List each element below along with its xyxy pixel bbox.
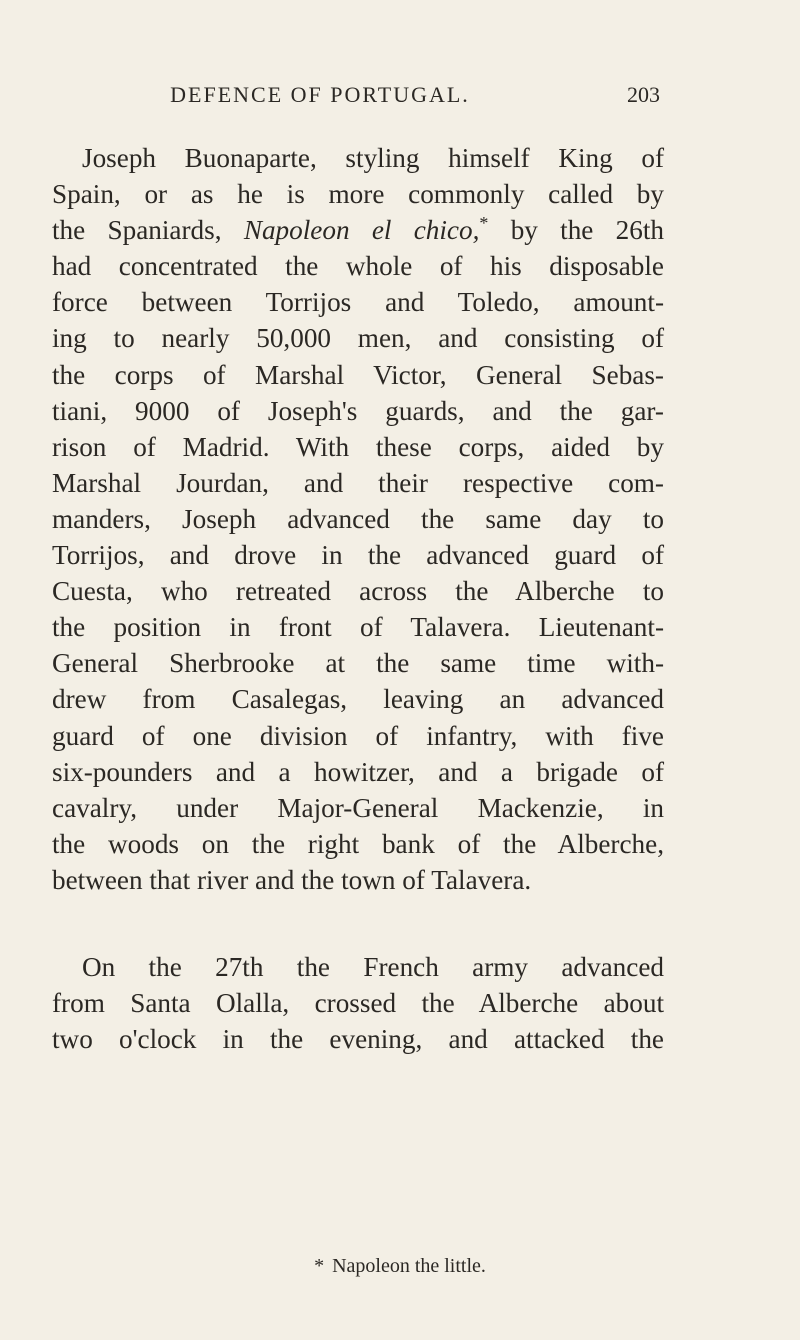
paragraph-1 xyxy=(52,140,664,898)
text-line: Joseph Buonaparte, styling himself King of xyxy=(82,143,664,173)
text-line: had concentrated the whole of his disposable xyxy=(52,251,664,282)
italic-phrase: Napoleon el chico, xyxy=(243,215,480,246)
text-line: the corps of Marshal Victor, General Sebas- xyxy=(52,359,664,390)
text-line: manders, Joseph advanced the same day to xyxy=(52,503,664,534)
text-line: six-pounders and a howitzer, and a brigade of xyxy=(52,756,664,787)
footnote-reference: * xyxy=(479,213,489,234)
text-line: two o'clock in the evening, and attacked the xyxy=(52,1024,664,1055)
text-line: from Santa Olalla, crossed the Alberche about xyxy=(52,988,664,1019)
text-line: Marshal Jourdan, and their respective com- xyxy=(52,467,664,498)
header-title: DEFENCE OF PORTUGAL. xyxy=(170,82,470,107)
text-line: tiani, 9000 of Joseph's guards, and the gar- xyxy=(52,395,664,426)
text-line: cavalry, under Major-General Mackenzie, in xyxy=(52,792,664,823)
text-line-with-footnote xyxy=(52,212,664,248)
footnote xyxy=(0,1255,800,1278)
footnote-text: Napoleon the little. xyxy=(332,1255,486,1277)
page-number: 203 xyxy=(627,82,660,107)
paragraph-2 xyxy=(52,949,664,1057)
text-line: Spain, or as he is more commonly called by xyxy=(52,179,664,210)
text-line: Cuesta, who retreated across the Alberche to xyxy=(52,576,664,607)
footnote-marker: * xyxy=(314,1255,325,1277)
text-line: rison of Madrid. With these corps, aided by xyxy=(52,431,664,462)
running-header xyxy=(100,82,660,116)
text-line: On the 27th the French army advanced xyxy=(82,951,664,982)
text-line: guard of one division of infantry, with five xyxy=(52,720,664,751)
text-line: ing to nearly 50,000 men, and consisting of xyxy=(52,323,664,354)
text-line: the position in front of Talavera. Lieutenant- xyxy=(52,612,664,643)
text-line: General Sherbrooke at the same time with- xyxy=(52,648,664,679)
text-line: Torrijos, and drove in the advanced guard of xyxy=(52,540,664,571)
text-fragment: the Spaniards, xyxy=(52,215,244,246)
text-line: between that river and the town of Talavera. xyxy=(52,864,532,895)
body-text xyxy=(52,140,664,1057)
text-line: force between Torrijos and Toledo, amount- xyxy=(52,287,664,318)
text-line: drew from Casalegas, leaving an advanced xyxy=(52,684,664,715)
text-line: the woods on the right bank of the Alberche, xyxy=(52,828,664,859)
text-fragment: by the 26th xyxy=(488,215,664,246)
